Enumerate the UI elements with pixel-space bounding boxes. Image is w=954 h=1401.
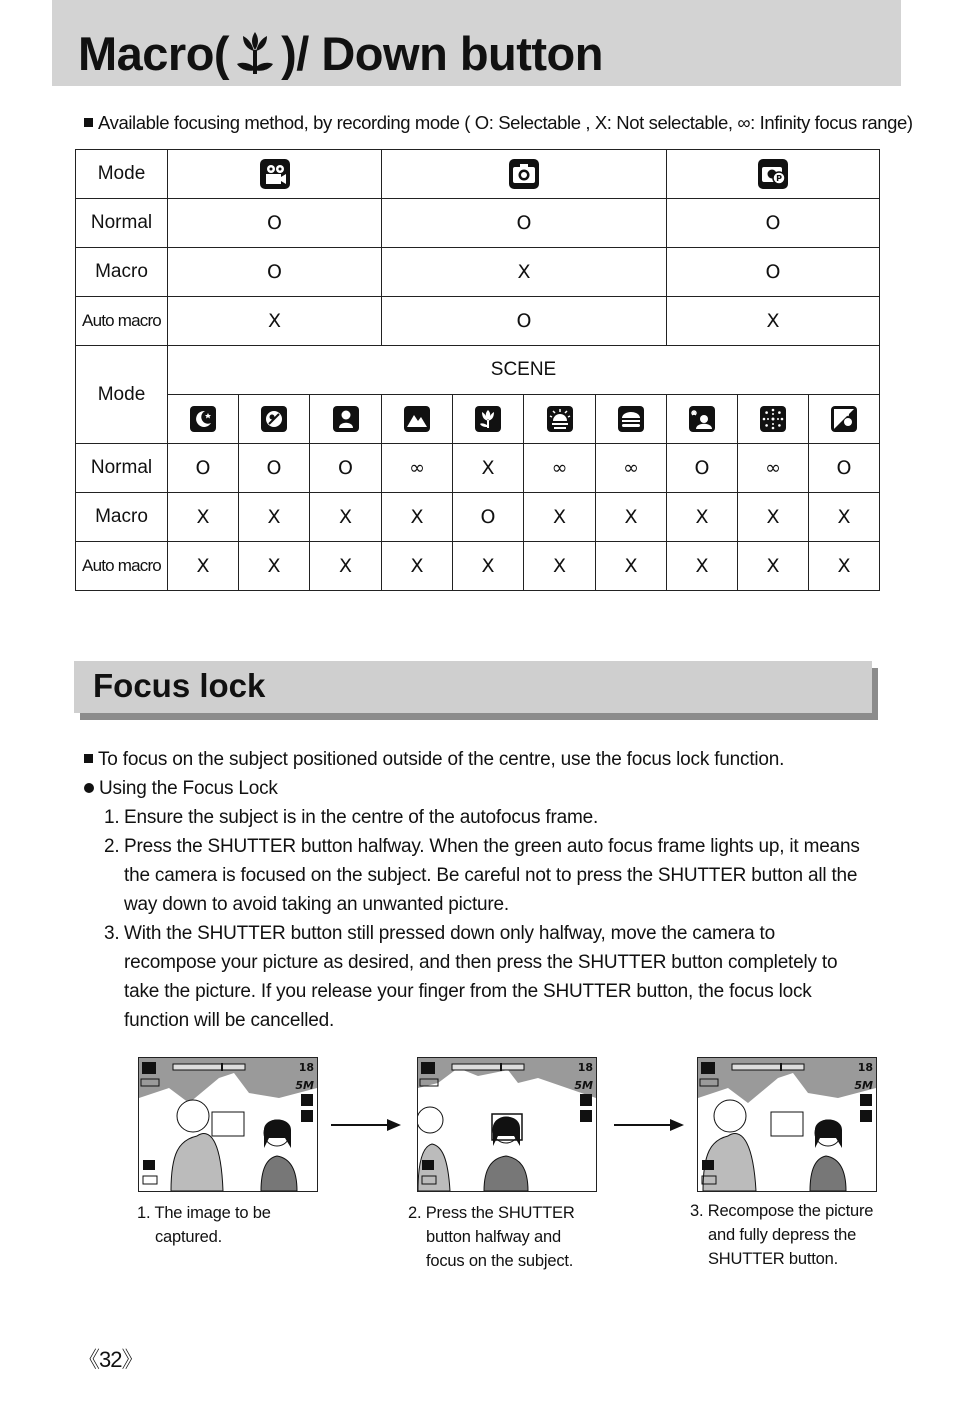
caption-2: 2. Press the SHUTTER button halfway and focus on the subject. [408,1204,575,1270]
caption-3: 3. Recompose the picture and fully depress the SHUTTER button. [690,1202,874,1268]
title-prefix: Macro( [78,27,230,80]
image-size: 5M [854,1079,873,1092]
scene-row-macro: Macro X X X X O X X X X X [76,493,880,542]
focus-lock-intro: To focus on the subject positioned outside of the centre, use the focus lock function. [84,745,884,774]
fireworks-icon [759,405,787,433]
mode-row-macro: Macro O X O [76,248,880,297]
image-size: 5M [295,1079,314,1092]
title-suffix: )/ Down button [281,27,603,80]
camera-lcd-illustration-2 [417,1057,597,1192]
mode-row-auto-macro: Auto macro X O X [76,297,880,346]
sunset-icon [546,405,574,433]
step-2: 2. Press the SHUTTER button halfway. When the green auto focus frame lights up, it means the camera is focused on the subject. Be careful not to press the SHUTTER button all the way down to avoid taking an unwanted picture. [104,836,860,915]
beach-snow-icon [830,405,858,433]
arrow-right-icon [331,1115,401,1135]
square-bullet-icon [84,754,93,763]
round-bullet-icon [84,783,94,793]
shot-count: 18 [298,1061,314,1074]
portrait-icon [260,405,288,433]
movie-clip-icon [259,158,291,190]
camera-program-icon [757,158,789,190]
landscape-icon [403,405,431,433]
mode-label: Mode [76,150,168,199]
mode-header-row [76,150,880,199]
step-1: 1. Ensure the subject is in the centre of the autofocus frame. [104,807,599,828]
focus-lock-subheading: Using the Focus Lock [84,774,884,803]
step-3: 3. With the SHUTTER button still pressed down only halfway, move the camera to recompose your picture as desired, and then press the SHUTTER button completely to take the picture. If you release your finger from the SHUTTER button, the focus lock function will be cancelled. [104,923,838,1031]
svg-text:P: P [776,174,782,183]
focus-mode-table [75,149,880,591]
focus-lock-instructions [84,745,884,1035]
children-icon [332,405,360,433]
close-up-icon [474,405,502,433]
image-size: 5M [574,1079,593,1092]
focus-method-note: Available focusing method, by recording mode ( O: Selectable , X: Not selectable, ∞: Infinity focus range) [84,112,913,134]
scene-row-auto-macro: Auto macro X X X X X X X X X X [76,542,880,591]
macro-flower-icon [229,28,281,78]
caption-1: 1. The image to be captured. [137,1204,271,1246]
page-number: 《32》 [78,1347,143,1372]
square-bullet-icon [84,118,93,127]
camera-lcd-illustration-3 [697,1057,877,1192]
scene-header-row [76,346,880,395]
shot-count: 18 [857,1061,873,1074]
mode-row-normal: Normal O O O [76,199,880,248]
camera-lcd-illustration-1 [138,1057,318,1192]
backlight-icon [688,405,716,433]
shot-count: 18 [577,1061,593,1074]
scene-icons-row [76,395,880,444]
night-scene-icon [189,405,217,433]
arrow-right-icon [614,1115,684,1135]
section-heading: Focus lock [93,667,266,704]
page-title [78,26,603,82]
dawn-icon [617,405,645,433]
scene-row-normal: Normal O O O ∞ X ∞ ∞ O ∞ O [76,444,880,493]
scene-label: SCENE [168,346,880,395]
scene-mode-label: Mode [76,346,168,444]
camera-still-icon [508,158,540,190]
